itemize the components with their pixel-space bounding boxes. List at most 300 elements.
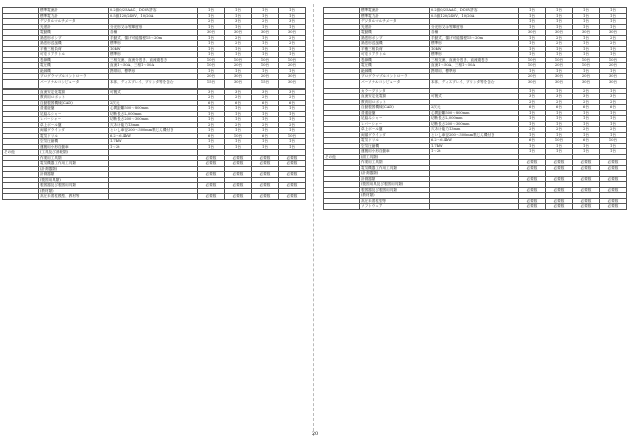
item-name-cell: 教育用ロボット: [360, 99, 430, 105]
item-name-cell: 計測器類: [360, 176, 430, 182]
table-row: [324, 204, 627, 210]
item-name-cell: 足踏みシャー: [360, 116, 430, 122]
quantity-cell: 1台: [252, 68, 279, 74]
item-name-cell: 電気機器工作用工具類: [360, 165, 430, 171]
item-name-cell: 高圧未着柱型等: [360, 198, 430, 204]
quantity-cell: 10台: [546, 138, 573, 144]
item-name-cell: 標準電流計: [360, 8, 430, 14]
quantity-cell: 必要数: [573, 160, 600, 166]
quantity-cell: 1台: [279, 24, 306, 30]
equipment-table: [2, 7, 306, 200]
quantity-cell: 2台: [252, 95, 279, 101]
quantity-cell: 1台: [225, 128, 252, 134]
quantity-cell: 1台: [252, 117, 279, 123]
item-name-cell: (面工具類): [360, 154, 430, 160]
quantity-cell: 30台: [600, 79, 627, 88]
quantity-cell: 1台: [252, 8, 279, 14]
quantity-cell: 1台: [198, 52, 225, 58]
item-name-cell: 電気ドリル: [360, 138, 430, 144]
quantity-cell: 必要数: [573, 198, 600, 204]
quantity-cell: 1台: [225, 46, 252, 52]
item-name-cell: 電動機: [39, 30, 109, 36]
quantity-cell: 必要数: [279, 155, 306, 161]
quantity-cell: 必要数: [519, 165, 546, 171]
quantity-cell: 1台: [546, 88, 573, 94]
category-cell: [3, 79, 39, 88]
spec-cell: 10kW: [109, 46, 198, 52]
quantity-cell: 1台: [600, 116, 627, 122]
quantity-cell: 1台: [198, 46, 225, 52]
quantity-cell: 1台: [600, 52, 627, 58]
spec-cell: 各種: [430, 30, 519, 36]
page-number: 20: [311, 431, 319, 437]
quantity-cell: 1台: [252, 46, 279, 52]
quantity-cell: 1台: [519, 68, 546, 74]
quantity-cell: 必要数: [519, 204, 546, 210]
quantity-cell: 必要数: [519, 176, 546, 182]
quantity-cell: 15台: [198, 79, 225, 88]
quantity-cell: 必要数: [225, 172, 252, 178]
item-name-cell: (製図用具類): [39, 177, 109, 183]
quantity-cell: 1台: [225, 111, 252, 117]
quantity-cell: 必要数: [546, 165, 573, 171]
quantity-cell: 3台: [546, 94, 573, 100]
quantity-cell: 30台: [600, 74, 627, 80]
quantity-cell: 1台: [573, 132, 600, 138]
item-name-cell: 渦巻形送風機: [360, 41, 430, 47]
quantity-cell: 2台: [252, 19, 279, 25]
quantity-cell: 1台: [600, 121, 627, 127]
quantity-cell: 30台: [279, 30, 306, 36]
quantity-cell: 必要数: [519, 160, 546, 166]
quantity-cell: 1台: [252, 35, 279, 41]
quantity-cell: 20台: [600, 63, 627, 69]
spec-cell: 1〜2t: [109, 144, 198, 150]
quantity-cell: 1台: [546, 8, 573, 14]
item-name-cell: 普通旋盤: [39, 106, 109, 112]
quantity-cell: 20台: [198, 74, 225, 80]
quantity-cell: 1台: [546, 143, 573, 149]
quantity-cell: 必要数: [600, 160, 627, 166]
quantity-cell: 1台: [546, 132, 573, 138]
quantity-cell: 1台: [252, 111, 279, 117]
quantity-cell: 3台: [225, 89, 252, 95]
quantity-cell: 1台: [519, 35, 546, 41]
quantity-cell: 1台: [198, 24, 225, 30]
quantity-cell: 10台: [573, 63, 600, 69]
quantity-cell: 3台: [252, 89, 279, 95]
quantity-cell: 20台: [252, 74, 279, 80]
quantity-cell: 1台: [600, 8, 627, 14]
quantity-cell: 2台: [600, 35, 627, 41]
quantity-cell: 必要数: [573, 204, 600, 210]
spec-cell: 2次元: [109, 100, 198, 106]
quantity-cell: 1台: [198, 8, 225, 14]
quantity-cell: 1台: [519, 121, 546, 127]
quantity-cell: 1台: [519, 24, 546, 30]
spec-cell: 心間距離500〜800mm: [430, 110, 519, 116]
spec-cell: 0.2級0/25AAC、DC6V許容: [430, 8, 519, 14]
spec-cell: 可搬式: [430, 94, 519, 100]
item-name-cell: (製図用具及び製図用具類): [360, 182, 430, 188]
quantity-cell: 1台: [600, 19, 627, 25]
quantity-cell: 1台: [573, 35, 600, 41]
quantity-cell: 1台: [600, 24, 627, 30]
quantity-cell: 3台: [600, 94, 627, 100]
quantity-cell: 1台: [279, 111, 306, 117]
quantity-cell: 必要数: [252, 155, 279, 161]
table-row: [324, 63, 627, 69]
quantity-cell: 6台: [252, 100, 279, 106]
spec-cell: といし車径200〜300mm集じん機付き: [109, 128, 198, 134]
quantity-cell: 1台: [519, 52, 546, 58]
quantity-cell: 2台: [573, 88, 600, 94]
quantity-cell: 10台: [252, 63, 279, 69]
item-name-cell: 標準電力計: [39, 13, 109, 19]
quantity-cell: 1台: [198, 111, 225, 117]
item-name-cell: (教材類): [360, 193, 430, 199]
quantity-cell: 必要数: [546, 204, 573, 210]
quantity-cell: 15台: [252, 79, 279, 88]
item-name-cell: 普通旋盤: [360, 110, 430, 116]
table-row: [324, 57, 627, 63]
quantity-cell: 10台: [198, 57, 225, 63]
quantity-cell: 必要数: [546, 198, 573, 204]
quantity-cell: 20台: [279, 63, 306, 69]
item-name-cell: 標準電力計: [360, 13, 430, 19]
quantity-cell: 1台: [279, 8, 306, 14]
quantity-cell: 1台: [519, 110, 546, 116]
table-row: [3, 63, 306, 69]
quantity-cell: 30台: [600, 30, 627, 36]
spec-cell: 1〜2t: [430, 149, 519, 155]
item-name-cell: 電動機: [360, 30, 430, 36]
quantity-cell: 2台: [252, 122, 279, 128]
item-name-cell: 可変リアクトル: [39, 52, 109, 58]
quantity-cell: 必要数: [600, 204, 627, 210]
quantity-cell: 1台: [600, 46, 627, 52]
quantity-cell: 2台: [225, 35, 252, 41]
quantity-cell: 30台: [573, 30, 600, 36]
quantity-cell: 1台: [600, 143, 627, 149]
quantity-cell: 必要数: [198, 155, 225, 161]
quantity-cell: 1台: [519, 132, 546, 138]
quantity-cell: 30台: [519, 30, 546, 36]
spec-cell: 0.5級120/240V、10/20A: [430, 13, 519, 19]
quantity-cell: 2台: [225, 41, 252, 47]
quantity-cell: 1台: [519, 149, 546, 155]
spec-cell: 穴あけ能力13mm: [430, 127, 519, 133]
quantity-cell: 1台: [225, 117, 252, 123]
item-name-cell: 直流安定化電源: [39, 89, 109, 95]
quantity-cell: 1台: [252, 139, 279, 145]
quantity-cell: 3台: [225, 19, 252, 25]
item-name-cell: 自動製図機械(CAD): [39, 100, 109, 106]
item-name-cell: 直流安定化電源: [360, 94, 430, 100]
spec-cell: 0.2級0/25AAC、DC6V許容: [109, 8, 198, 14]
quantity-cell: 1台: [519, 143, 546, 149]
table-row: [3, 57, 306, 63]
quantity-cell: 1台: [546, 46, 573, 52]
quantity-cell: 必要数: [546, 160, 573, 166]
quantity-cell: 10台: [600, 57, 627, 63]
quantity-cell: 6台: [573, 105, 600, 111]
quantity-cell: 30台: [225, 30, 252, 36]
quantity-cell: 1台: [573, 149, 600, 155]
quantity-cell: 1台: [546, 19, 573, 25]
item-name-cell: 製図器及び製図用具類: [39, 183, 109, 189]
quantity-cell: 1台: [519, 13, 546, 19]
item-name-cell: 可変リアクトル: [360, 52, 430, 58]
item-name-cell: 自動製図機械(CAD): [360, 105, 430, 111]
quantity-cell: 1台: [573, 116, 600, 122]
quantity-cell: 1台: [573, 19, 600, 25]
quantity-cell: 3台: [198, 89, 225, 95]
quantity-cell: 1台: [573, 52, 600, 58]
item-name-cell: レバーシャー: [39, 117, 109, 123]
quantity-cell: 6台: [252, 133, 279, 139]
item-name-cell: パーソナルコンピュータ: [360, 79, 430, 88]
quantity-cell: 必要数: [225, 155, 252, 161]
quantity-cell: 20台: [519, 74, 546, 80]
quantity-cell: 1台: [252, 128, 279, 134]
quantity-cell: 6台: [198, 100, 225, 106]
quantity-cell: 1台: [600, 13, 627, 19]
quantity-cell: 30台: [279, 79, 306, 88]
quantity-cell: 1台: [573, 24, 600, 30]
quantity-cell: 2台: [279, 122, 306, 128]
item-name-cell: 製図器及び製図用具類: [360, 187, 430, 193]
quantity-cell: 必要数: [198, 183, 225, 189]
quantity-cell: 2台: [519, 99, 546, 105]
quantity-cell: 30台: [225, 74, 252, 80]
equipment-table: [323, 7, 627, 210]
quantity-cell: 1台: [198, 144, 225, 150]
item-name-cell: 巻線機: [360, 57, 430, 63]
spec-cell: 可搬式: [109, 89, 198, 95]
quantity-cell: 2台: [546, 99, 573, 105]
quantity-cell: 2台: [198, 95, 225, 101]
quantity-cell: 30台: [225, 79, 252, 88]
quantity-cell: 1台: [252, 24, 279, 30]
quantity-cell: 1台: [198, 68, 225, 74]
quantity-cell: 1台: [279, 13, 306, 19]
spec-cell: といし車径200〜300mm集じん機付き: [430, 132, 519, 138]
spec-cell: 標準形: [430, 52, 519, 58]
quantity-cell: 2台: [546, 41, 573, 47]
quantity-cell: 30台: [546, 79, 573, 88]
quantity-cell: 1台: [573, 41, 600, 47]
quantity-cell: 1台: [573, 121, 600, 127]
item-name-cell: プログラマブルコントローラ: [39, 74, 109, 80]
quantity-cell: 1台: [279, 106, 306, 112]
quantity-cell: 必要数: [225, 161, 252, 167]
spec-cell: 三相交流、直流分巻き、直流複巻き: [109, 57, 198, 63]
spec-cell: 分光形又は等輝度形: [109, 24, 198, 30]
quantity-cell: 10台: [279, 57, 306, 63]
quantity-cell: 必要数: [546, 176, 573, 182]
item-name-cell: パーソナルコンピュータ: [39, 79, 109, 88]
quantity-cell: 必要数: [519, 187, 546, 193]
quantity-cell: 2台: [546, 35, 573, 41]
quantity-cell: 1台: [519, 46, 546, 52]
quantity-cell: 1台: [546, 116, 573, 122]
quantity-cell: 30台: [546, 30, 573, 36]
quantity-cell: 1台: [279, 144, 306, 150]
quantity-cell: 1台: [546, 13, 573, 19]
quantity-cell: 必要数: [573, 187, 600, 193]
quantity-cell: 1台: [546, 149, 573, 155]
item-name-cell: 計測器類: [39, 172, 109, 178]
spec-cell: 三相交流、直流分巻き、直流複巻き: [430, 57, 519, 63]
spec-cell: 心間距離500〜800mm: [109, 106, 198, 112]
quantity-cell: 1台: [252, 144, 279, 150]
left-equipment-table: [2, 7, 305, 200]
spec-cell: [430, 204, 519, 210]
quantity-cell: 6台: [198, 133, 225, 139]
quantity-cell: 10台: [225, 133, 252, 139]
quantity-cell: 必要数: [279, 172, 306, 178]
quantity-cell: 1台: [198, 106, 225, 112]
quantity-cell: 必要数: [573, 165, 600, 171]
quantity-cell: 1台: [225, 144, 252, 150]
item-name-cell: 渦巻形ポンプ: [360, 35, 430, 41]
quantity-cell: 2台: [519, 127, 546, 133]
category-cell: その他: [3, 150, 39, 156]
item-name-cell: (工具及び消耗類): [39, 150, 109, 156]
quantity-cell: 1台: [519, 116, 546, 122]
quantity-cell: 1台: [279, 68, 306, 74]
quantity-cell: 1台: [546, 68, 573, 74]
item-name-cell: デジタルマルチメータ: [360, 19, 430, 25]
item-name-cell: ソフトウェア: [360, 204, 430, 210]
spec-cell: 各種: [109, 30, 198, 36]
quantity-cell: 必要数: [600, 187, 627, 193]
quantity-cell: 30台: [546, 74, 573, 80]
quantity-cell: 必要数: [198, 161, 225, 167]
spec-cell: 1.7kW: [430, 143, 519, 149]
quantity-cell: 2台: [279, 95, 306, 101]
quantity-cell: 1台: [519, 8, 546, 14]
quantity-cell: 1台: [279, 139, 306, 145]
quantity-cell: 1台: [573, 68, 600, 74]
spec-cell: 穴あけ能力13mm: [109, 122, 198, 128]
quantity-cell: 2台: [279, 35, 306, 41]
item-name-cell: 渦巻形ポンプ: [39, 35, 109, 41]
spec-cell: 切断長さ200〜300mm: [109, 117, 198, 123]
quantity-cell: 1台: [225, 52, 252, 58]
item-name-cell: 空気圧縮機: [360, 143, 430, 149]
quantity-cell: 1台: [600, 88, 627, 94]
item-name-cell: (計測器類): [39, 166, 109, 172]
spec-cell: 標準形: [430, 41, 519, 47]
spec-cell: [109, 194, 198, 200]
quantity-cell: 6台: [225, 100, 252, 106]
quantity-cell: 3台: [573, 94, 600, 100]
category-cell: [324, 79, 360, 88]
quantity-cell: 10台: [279, 133, 306, 139]
quantity-cell: 必要数: [252, 194, 279, 200]
spec-cell: 携帯用、標準形: [109, 68, 198, 74]
quantity-cell: 必要数: [279, 194, 306, 200]
item-name-cell: 足踏みシャー: [39, 111, 109, 117]
quantity-cell: 3台: [279, 19, 306, 25]
quantity-cell: 1台: [546, 52, 573, 58]
item-name-cell: レバーシャー: [360, 121, 430, 127]
item-name-cell: 卓上ボール盤: [360, 127, 430, 133]
quantity-cell: 必要数: [600, 165, 627, 171]
item-name-cell: 運搬用小形自動車: [360, 149, 430, 155]
spec-cell: 6.2〜6.4kW: [109, 133, 198, 139]
quantity-cell: 6台: [600, 105, 627, 111]
quantity-cell: 1台: [573, 143, 600, 149]
item-name-cell: 作業用工具類: [39, 155, 109, 161]
quantity-cell: 10台: [225, 57, 252, 63]
spec-cell: 分光形又は等輝度形: [430, 24, 519, 30]
quantity-cell: 必要数: [279, 161, 306, 167]
category-cell: [3, 194, 39, 200]
quantity-cell: 2台: [573, 127, 600, 133]
quantity-cell: 必要数: [198, 194, 225, 200]
quantity-cell: 6台: [546, 105, 573, 111]
quantity-cell: 1台: [573, 8, 600, 14]
quantity-cell: 1台: [225, 24, 252, 30]
quantity-cell: 必要数: [252, 183, 279, 189]
spec-cell: 1.7kW: [109, 139, 198, 145]
item-name-cell: 平衡三相負荷: [360, 46, 430, 52]
spec-cell: 切断長さ200〜300mm: [430, 121, 519, 127]
quantity-cell: 2台: [279, 41, 306, 47]
item-name-cell: カラープリンタ: [360, 88, 430, 94]
quantity-cell: 必要数: [198, 172, 225, 178]
quantity-cell: 30台: [519, 79, 546, 88]
quantity-cell: 必要数: [279, 183, 306, 189]
quantity-cell: 1台: [279, 128, 306, 134]
item-name-cell: 光度計: [39, 24, 109, 30]
quantity-cell: 6台: [519, 105, 546, 111]
quantity-cell: 1台: [252, 106, 279, 112]
quantity-cell: 1台: [546, 24, 573, 30]
spec-cell: 本体、ディスプレイ、プリンタ等を含む: [430, 79, 519, 88]
item-name-cell: 巻線機: [39, 57, 109, 63]
quantity-cell: 1台: [252, 41, 279, 47]
spec-cell: 切断長さL,000mm: [430, 116, 519, 122]
item-name-cell: 両頭グラインダ: [360, 132, 430, 138]
quantity-cell: 1台: [519, 19, 546, 25]
quantity-cell: 1台: [198, 41, 225, 47]
quantity-cell: 1台: [573, 110, 600, 116]
quantity-cell: 30台: [252, 30, 279, 36]
spec-cell: 0.5級120/240V、10/20A: [109, 13, 198, 19]
quantity-cell: 6台: [519, 138, 546, 144]
quantity-cell: 1台: [573, 46, 600, 52]
item-name-cell: 教育用ロボット: [39, 95, 109, 101]
spec-cell: 携帯用、標準形: [430, 68, 519, 74]
quantity-cell: 10台: [519, 57, 546, 63]
item-name-cell: 光度計: [360, 24, 430, 30]
quantity-cell: 1台: [573, 13, 600, 19]
quantity-cell: 必要数: [573, 176, 600, 182]
quantity-cell: 1台: [198, 128, 225, 134]
quantity-cell: 2台: [225, 95, 252, 101]
quantity-cell: 必要数: [252, 161, 279, 167]
quantity-cell: 30台: [198, 30, 225, 36]
quantity-cell: 必要数: [519, 198, 546, 204]
category-cell: [324, 204, 360, 210]
spec-cell: 標準形: [109, 41, 198, 47]
quantity-cell: 1台: [279, 117, 306, 123]
page-divider: [313, 4, 314, 436]
